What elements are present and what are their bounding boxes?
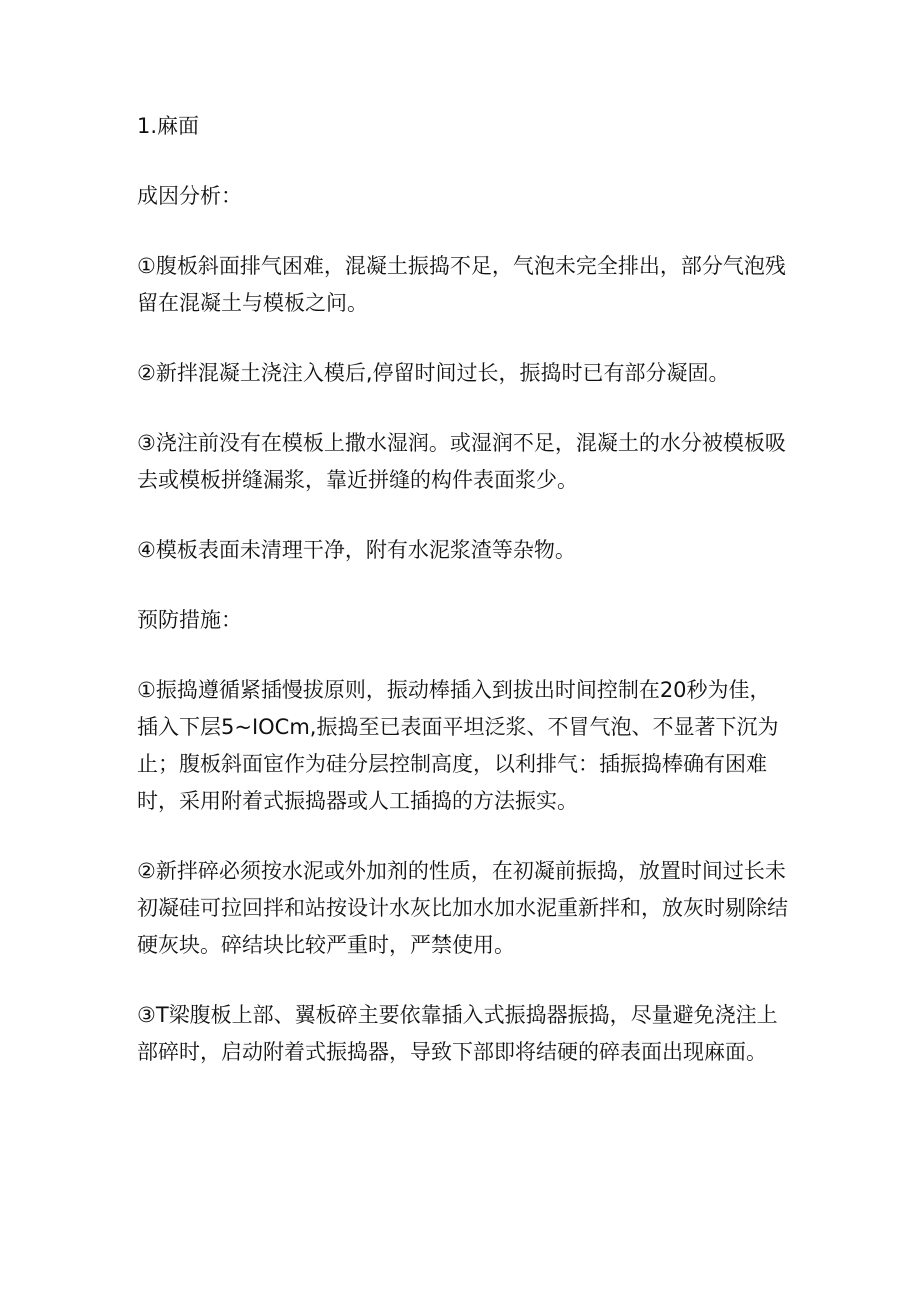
cause-paragraph-4: ④模板表面未清理干净，附有水泥浆渣等杂物。 bbox=[137, 538, 576, 562]
cause-paragraph-2: ②新拌混凝土浇注入模后,停留时间过长，振捣时已有部分凝固。 bbox=[137, 361, 730, 385]
measure-paragraph-2: ②新拌碎必须按水泥或外加剂的性质，在初凝前振捣，放置时间过长未初凝硅可拉回拌和站按设计水灰比加水加水泥重新拌和，放灰时剔除结硬灰块。碎结块比较严重时，严禁使用。 bbox=[137, 859, 788, 957]
measure-paragraph-3: ③T梁腹板上部、翼板碎主要依靠插入式振捣器振捣，尽量避免浇注上部碎时，启动附着式振捣器，导致下部即将结硬的碎表面出现麻面。 bbox=[137, 1003, 778, 1064]
cause-heading: 成因分析： bbox=[137, 184, 242, 208]
document-body bbox=[137, 108, 789, 1104]
section-title: 1.麻面 bbox=[137, 114, 200, 138]
measure-paragraph-1: ①振捣遵循紧插慢拔原则，振动棒插入到拔出时间控制在20秒为佳，插入下层5~IOCm,振捣至已表面平坦泛浆、不冒气泡、不显著下沉为止；腹板斜面宦作为硅分层控制高度，以利排气：插振捣棒确有困难时，采用附着式振捣器或人工插捣的方法振实。 bbox=[137, 678, 779, 813]
prevention-heading: 预防措施： bbox=[137, 608, 242, 632]
cause-paragraph-1: ①腹板斜面排气困难，混凝土振捣不足，气泡未完全排出，部分气泡残留在混凝土与模板之问。 bbox=[137, 254, 786, 315]
cause-paragraph-3: ③浇注前没有在模板上撒水湿润。或湿润不足，混凝土的水分被模板吸去或模板拼缝漏浆，靠近拼缝的构件表面浆少。 bbox=[137, 431, 786, 492]
